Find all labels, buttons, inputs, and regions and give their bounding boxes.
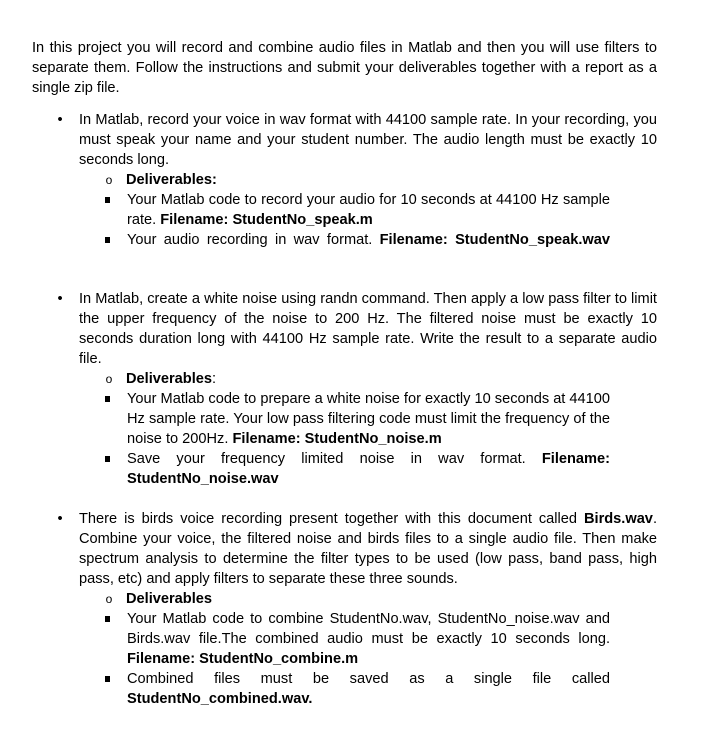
bullet-record-voice <box>57 110 657 250</box>
square-bullet-icon <box>105 237 110 243</box>
deliverables-label: Deliverables <box>126 371 212 387</box>
deliverables-items <box>79 389 610 489</box>
deliverables-section <box>105 369 657 389</box>
bullet-white-noise <box>57 289 657 489</box>
bullet-text <box>57 509 657 589</box>
deliverables-label: Deliverables: <box>126 172 217 188</box>
bullet-body: In Matlab, record your voice in wav format with 44100 sample rate. In your recording, you must speak your name and your student number. The audio length must be exactly 10 seconds long. <box>79 112 657 168</box>
square-bullet-icon <box>105 456 110 462</box>
deliverable-item <box>127 230 610 250</box>
deliverable-text: Your Matlab code to record your audio for 10 seconds at 44100 Hz sample rate. <box>127 192 610 228</box>
circle-bullet-icon: o <box>105 592 113 606</box>
bullet-text <box>57 289 657 369</box>
circle-bullet-icon: o <box>105 173 113 187</box>
circle-bullet-icon: o <box>105 372 113 386</box>
bullet-body-start: There is birds voice recording present together with this document called <box>79 511 584 527</box>
bullet-body-end: . Combine your voice, the filtered noise and birds files to a single audio file. Then make spectrum analysis to determine the filter types to be used (low pass, band pass, high pass, etc) and apply filters to separate these three sounds. <box>79 511 657 587</box>
deliverable-filename: Filename: StudentNo_noise.m <box>232 431 442 447</box>
deliverable-filename: StudentNo_combined.wav. <box>127 691 313 707</box>
deliverables-section <box>105 589 657 609</box>
birds-filename: Birds.wav <box>583 511 653 527</box>
bullet-text <box>57 110 657 170</box>
deliverable-item <box>127 389 610 449</box>
deliverable-filename: Filename: StudentNo_speak.m <box>160 212 373 228</box>
deliverable-text: Your Matlab code to prepare a white noise for exactly 10 seconds at 44100 Hz sample rate. Your low pass filtering code must limit the frequency of the noise to 200Hz. <box>127 391 610 447</box>
deliverable-text: Your Matlab code to combine StudentNo.wav, StudentNo_noise.wav and Birds.wav file.The combined audio must be exactly 10 seconds long. <box>127 611 610 647</box>
square-bullet-icon <box>105 396 110 402</box>
deliverable-filename: Filename: StudentNo_combine.m <box>127 651 359 667</box>
bullet-dot-icon: • <box>57 291 63 307</box>
deliverables-items <box>79 609 610 709</box>
deliverables-label: Deliverables <box>126 591 212 607</box>
square-bullet-icon <box>105 676 110 682</box>
square-bullet-icon <box>105 197 110 203</box>
intro-paragraph: In this project you will record and combine audio files in Matlab and then you will use filters to separate them. Follow the instructions and submit your deliverables together with a report as a single zip file. <box>32 40 657 96</box>
deliverable-item <box>127 669 610 709</box>
bullet-dot-icon: • <box>57 112 63 128</box>
deliverable-text: Your audio recording in wav format. <box>127 232 380 248</box>
deliverable-item <box>127 609 610 669</box>
deliverable-item <box>127 449 610 489</box>
deliverables-items <box>79 190 610 250</box>
square-bullet-icon <box>105 616 110 622</box>
deliverable-filename: Filename: StudentNo_speak.wav <box>379 232 610 248</box>
deliverable-text: Combined files must be saved as a single file called <box>127 671 610 687</box>
deliverable-text: Save your frequency limited noise in wav format. <box>127 451 542 467</box>
bullet-dot-icon: • <box>57 511 63 527</box>
deliverable-text-line <box>127 230 610 250</box>
deliverables-colon: : <box>212 371 217 387</box>
deliverable-item <box>127 190 610 230</box>
bullet-combine-audio <box>57 509 657 709</box>
bullet-body: In Matlab, create a white noise using randn command. Then apply a low pass filter to limit the upper frequency of the noise to 200 Hz. The filtered noise must be exactly 10 seconds duration long with 44100 Hz sample rate. Write the result to a separate audio file. <box>79 291 657 367</box>
deliverables-section <box>105 170 657 190</box>
deliverable-filename: Filename: StudentNo_noise.wav <box>127 451 610 487</box>
